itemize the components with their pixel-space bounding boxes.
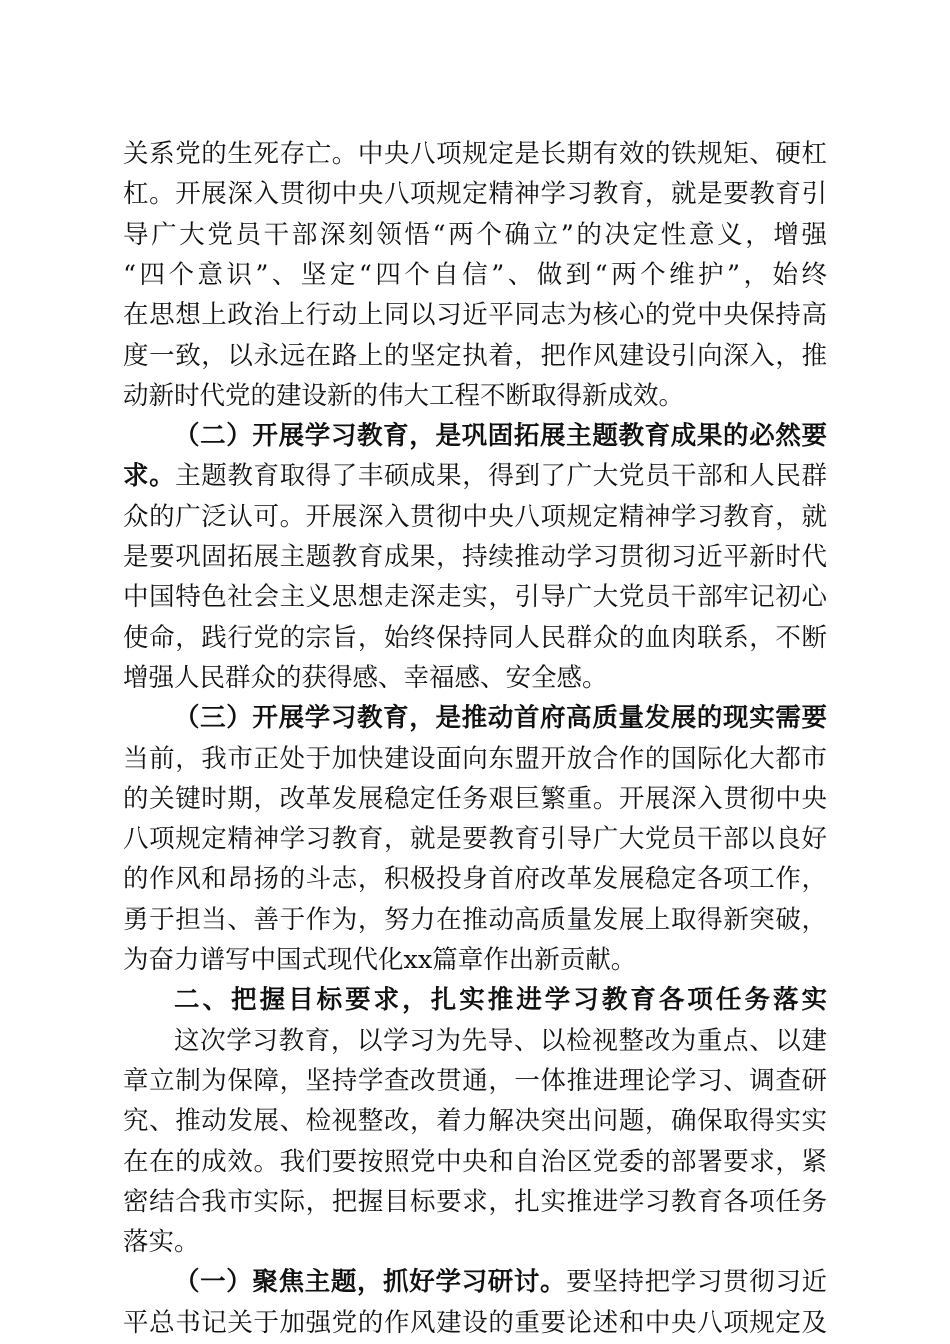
- paragraph-text: 要坚持把学习贯彻习近: [566, 1267, 827, 1298]
- paragraph-line: 当前，我市正处于加快建设面向东盟开放合作的国际化大都市: [123, 743, 827, 774]
- paragraph-line: 导广大党员干部深刻领悟“两个确立”的决定性意义，增强: [123, 219, 827, 250]
- subheading-1: （一）聚焦主题，抓好学习研讨。: [174, 1267, 567, 1298]
- paragraph-line: 中国特色社会主义思想走深走实，引导广大党员干部牢记初心: [123, 582, 827, 613]
- paragraph-line: [123, 459, 827, 493]
- section-heading: 二、把握目标要求，扎实推进学习教育各项任务落实: [174, 985, 827, 1016]
- paragraph-line: [174, 1265, 827, 1299]
- paragraph-line: 关系党的生死存亡。中央八项规定是长期有效的铁规矩、硬杠: [123, 139, 827, 169]
- paragraph-line: 的作风和昂扬的斗志，积极投身首府改革发展稳定各项工作，: [123, 864, 827, 895]
- paragraph-line: 在在的成效。我们要按照党中央和自治区党委的部署要求，紧: [123, 1146, 827, 1177]
- paragraph-line: 增强人民群众的获得感、幸福感、安全感。: [123, 662, 608, 693]
- paragraph-line: 八项规定精神学习教育，就是要教育引导广大党员干部以良好: [123, 824, 827, 855]
- paragraph-text: 主题教育取得了丰硕成果，得到了广大党员干部和人民群: [175, 461, 827, 492]
- paragraph-line: 这次学习教育，以学习为先导、以检视整改为重点、以建: [174, 1025, 827, 1056]
- paragraph-line: 在思想上政治上行动上同以习近平同志为核心的党中央保持高: [123, 300, 827, 331]
- paragraph-line: 动新时代党的建设新的伟大工程不断取得新成效。: [123, 380, 685, 411]
- paragraph-line: 章立制为保障，坚持学查改贯通，一体推进理论学习、调查研: [123, 1065, 827, 1096]
- paragraph-line: 落实。: [123, 1227, 200, 1258]
- paragraph-line: 众的广泛认可。开展深入贯彻中央八项规定精神学习教育，就: [123, 501, 827, 532]
- paragraph-line: 的关键时期，改革发展稳定任务艰巨繁重。开展深入贯彻中央: [123, 783, 827, 814]
- paragraph-line: 究、推动发展、检视整改，着力解决突出问题，确保取得实实: [123, 1106, 827, 1137]
- paragraph-line: 是要巩固拓展主题教育成果，持续推动学习贯彻习近平新时代: [123, 542, 827, 572]
- paragraph-line: 使命，践行党的宗旨，始终保持同人民群众的血肉联系，不断: [123, 622, 827, 653]
- paragraph-line: 平总书记关于加强党的作风建设的重要论述和中央八项规定及: [123, 1307, 827, 1338]
- subheading-2-end: 求。: [123, 461, 176, 492]
- paragraph-line: “四个意识”、坚定“四个自信”、做到“两个维护”，始终: [123, 259, 827, 290]
- subheading-3: （三）开展学习教育，是推动首府高质量发展的现实需要: [174, 703, 827, 734]
- subheading-2: （二）开展学习教育，是巩固拓展主题教育成果的必然要: [174, 421, 827, 452]
- paragraph-line: 密结合我市实际，把握目标要求，扎实推进学习教育各项任务: [123, 1186, 827, 1217]
- paragraph-line: 勇于担当、善于作为，努力在推动高质量发展上取得新突破，: [123, 904, 827, 935]
- paragraph-line: 杠。开展深入贯彻中央八项规定精神学习教育，就是要教育引: [123, 179, 827, 210]
- paragraph-line: 度一致，以永远在路上的坚定执着，把作风建设引向深入，推: [123, 340, 827, 371]
- paragraph-line: 为奋力谱写中国式现代化xx篇章作出新贡献。: [123, 945, 637, 975]
